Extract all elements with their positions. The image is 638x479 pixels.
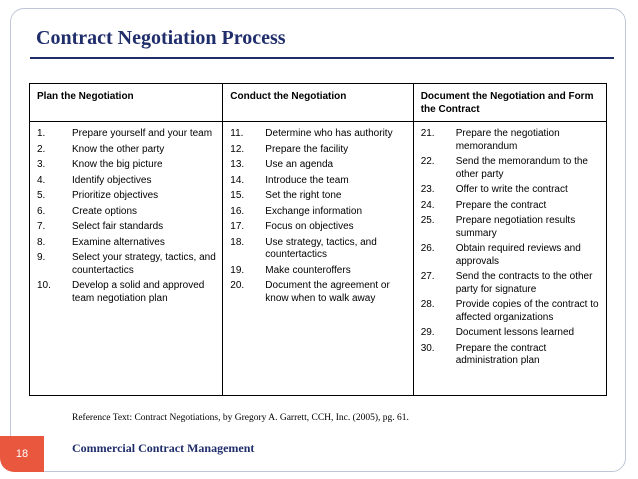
step-text: Document the agreement or know when to walk away: [265, 280, 390, 304]
step-number: 10.: [37, 280, 51, 291]
step-text: Send the contracts to the other party for signature: [455, 271, 593, 295]
list-item: [421, 327, 600, 340]
step-number: 21.: [420, 128, 435, 139]
step-text: Identify objectives: [72, 174, 152, 186]
step-text: Send the memorandum to the other party: [455, 156, 588, 180]
step-number: 26.: [420, 243, 435, 254]
step-text: Provide copies of the contract to affected organizations: [455, 299, 599, 323]
step-number: 22.: [420, 156, 435, 167]
step-text: Develop a solid and approved team negotiation plan: [72, 280, 205, 304]
conduct-column: [223, 122, 413, 396]
step-number: 20.: [230, 280, 245, 291]
list-item: [37, 280, 216, 305]
step-text: Use an agenda: [265, 159, 334, 170]
step-text: Focus on objectives: [265, 221, 354, 232]
step-list: [223, 122, 412, 305]
step-list: [414, 122, 606, 368]
header-document: Document the Negotiation and Form the Contract: [413, 84, 606, 122]
table-header-row: [30, 84, 607, 122]
step-number: 15.: [230, 190, 245, 201]
step-number: 14.: [230, 174, 245, 186]
list-item: [230, 144, 406, 157]
document-column: [413, 122, 606, 396]
list-item: [37, 175, 216, 188]
step-text: Obtain required reviews and approvals: [455, 243, 581, 267]
step-number: 17.: [230, 221, 245, 232]
list-item: [37, 237, 216, 250]
step-text: Prepare negotiation results summary: [455, 215, 576, 239]
step-number: 28.: [420, 299, 435, 310]
list-item: [421, 156, 600, 181]
step-number: 12.: [230, 143, 245, 155]
step-list: [30, 122, 222, 305]
list-item: [421, 343, 600, 368]
step-number: 6.: [37, 205, 46, 217]
step-number: 25.: [420, 215, 435, 226]
slide-title: Contract Negotiation Process: [36, 27, 286, 49]
step-text: Determine who has authority: [265, 128, 393, 139]
step-number: 18.: [230, 236, 245, 248]
list-item: [230, 237, 406, 262]
step-number: 11.: [230, 128, 244, 139]
step-text: Document lessons learned: [455, 327, 575, 338]
header-plan: Plan the Negotiation: [30, 84, 223, 122]
step-text: Introduce the team: [265, 174, 349, 186]
step-number: 13.: [230, 159, 245, 170]
step-number: 8.: [37, 236, 46, 248]
list-item: [421, 299, 600, 324]
list-item: [230, 128, 406, 141]
step-text: Know the other party: [72, 143, 165, 155]
step-text: Know the big picture: [72, 159, 163, 170]
negotiation-process-table: [29, 83, 607, 396]
plan-column: [30, 122, 223, 396]
step-text: Prepare the contract: [455, 199, 547, 211]
step-text: Use strategy, tactics, and countertactics: [265, 236, 377, 260]
list-item: [37, 252, 216, 277]
list-item: [421, 215, 600, 240]
list-item: [421, 128, 600, 153]
step-number: 7.: [37, 221, 46, 232]
step-number: 1.: [37, 128, 46, 139]
step-text: Exchange information: [265, 205, 363, 217]
step-number: 30.: [420, 342, 435, 354]
step-number: 2.: [37, 143, 46, 155]
reference-text: Reference Text: Contract Negotiations, by Gregory A. Garrett, CCH, Inc. (2005), pg. 61.: [72, 413, 409, 423]
step-number: 5.: [37, 190, 46, 201]
footer-title: Commercial Contract Management: [72, 441, 255, 455]
step-text: Select fair standards: [72, 221, 164, 232]
list-item: [421, 200, 600, 213]
step-text: Prepare yourself and your team: [72, 128, 213, 139]
step-number: 16.: [230, 205, 245, 217]
step-text: Prepare the contract administration plan: [455, 342, 547, 366]
step-number: 27.: [420, 271, 435, 282]
step-text: Select your strategy, tactics, and countertactics: [72, 252, 216, 276]
list-item: [421, 184, 600, 197]
list-item: [37, 128, 216, 141]
step-text: Create options: [72, 205, 138, 217]
step-number: 3.: [37, 159, 46, 170]
list-item: [37, 190, 216, 203]
list-item: [37, 206, 216, 219]
list-item: [230, 190, 406, 203]
list-item: [37, 144, 216, 157]
step-number: 29.: [420, 327, 435, 338]
step-text: Examine alternatives: [72, 236, 165, 248]
list-item: [230, 175, 406, 188]
step-text: Set the right tone: [265, 190, 342, 201]
step-number: 24.: [420, 199, 435, 211]
list-item: [37, 221, 216, 234]
step-text: Prioritize objectives: [72, 190, 159, 201]
step-text: Prepare the negotiation memorandum: [455, 128, 560, 152]
list-item: [230, 280, 406, 305]
list-item: [230, 159, 406, 172]
list-item: [230, 206, 406, 219]
step-text: Prepare the facility: [265, 143, 349, 155]
list-item: [230, 221, 406, 234]
list-item: [230, 265, 406, 278]
title-underline: [30, 57, 614, 59]
step-number: 19.: [230, 264, 245, 276]
step-text: Offer to write the contract: [455, 184, 568, 195]
page-number-badge: 18: [0, 436, 44, 472]
list-item: [421, 271, 600, 296]
list-item: [37, 159, 216, 172]
header-conduct: Conduct the Negotiation: [223, 84, 413, 122]
step-text: Make counteroffers: [265, 264, 351, 276]
list-item: [421, 243, 600, 268]
step-number: 23.: [420, 184, 435, 195]
step-number: 9.: [37, 252, 46, 263]
step-number: 4.: [37, 174, 46, 186]
table-body-row: [30, 122, 607, 396]
